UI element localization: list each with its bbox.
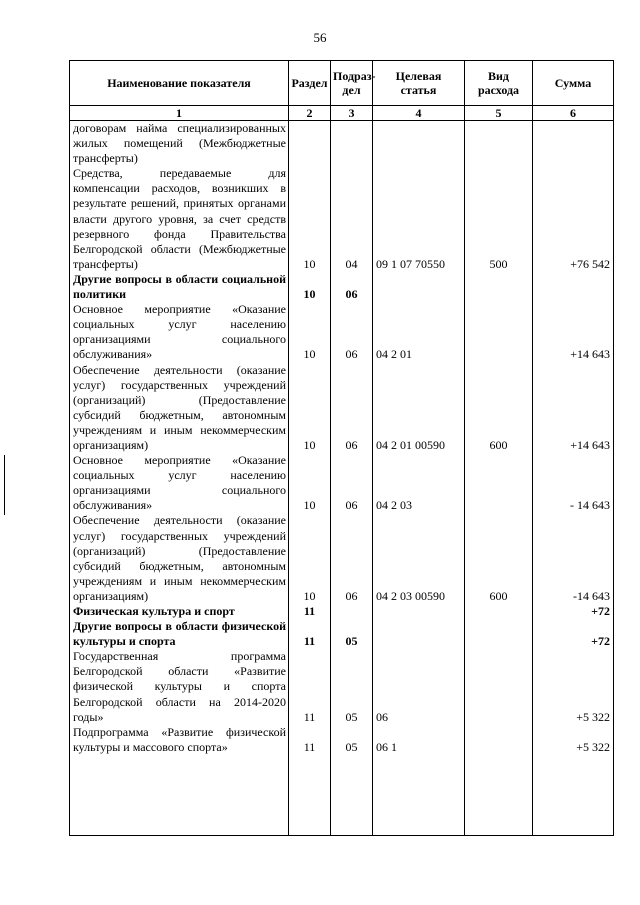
header-amount: Сумма (533, 61, 614, 106)
table-row (70, 166, 614, 272)
row-expense-type: 500 (465, 166, 533, 272)
row-target: 09 1 07 70550 (373, 166, 465, 272)
row-name: Обеспечение деятельности (оказание услуг) государственных учреждений (организаций) (Предоставление субсидий бюджетным, автономным учреждениям и иным некоммерческим организациям) (70, 513, 289, 604)
row-amount: - 14 643 (533, 453, 614, 513)
empty-cell (373, 755, 465, 836)
row-name: Государственная программа Белгородской области «Развитие физической культуры и спорта Белгородской области на 2014-2020 годы» (70, 649, 289, 724)
header-expense-type: Вид расхода (465, 61, 533, 106)
row-expense-type (465, 302, 533, 362)
row-subsection: 04 (331, 166, 373, 272)
row-expense-type (465, 272, 533, 302)
row-subsection (331, 604, 373, 619)
row-name: Другие вопросы в области физической культуры и спорта (70, 619, 289, 649)
row-expense-type (465, 649, 533, 724)
empty-cell (289, 755, 331, 836)
row-section: 11 (289, 649, 331, 724)
margin-mark (4, 455, 5, 515)
row-amount (533, 272, 614, 302)
table-row (70, 363, 614, 454)
header-target: Целевая статья (373, 61, 465, 106)
row-expense-type (465, 453, 533, 513)
row-amount: +5 322 (533, 725, 614, 755)
row-subsection: 06 (331, 363, 373, 454)
table-spacer-row (70, 755, 614, 836)
row-expense-type: 600 (465, 513, 533, 604)
row-expense-type: 600 (465, 363, 533, 454)
row-expense-type (465, 725, 533, 755)
header-row (70, 61, 614, 106)
row-subsection: 06 (331, 513, 373, 604)
row-target (373, 619, 465, 649)
row-target: 06 1 (373, 725, 465, 755)
page-number: 56 (313, 30, 327, 45)
row-name: Другие вопросы в области социальной политики (70, 272, 289, 302)
row-subsection: 05 (331, 725, 373, 755)
header-subsection: Подраз- дел (331, 61, 373, 106)
table-row (70, 649, 614, 724)
row-target: 04 2 03 00590 (373, 513, 465, 604)
row-name: договорам найма специализированных жилых помещений (Межбюджетные трансферты) (70, 121, 289, 167)
row-expense-type (465, 619, 533, 649)
row-amount: +14 643 (533, 363, 614, 454)
row-amount: +5 322 (533, 649, 614, 724)
table-row (70, 619, 614, 649)
row-section (289, 121, 331, 167)
row-amount: -14 643 (533, 513, 614, 604)
row-subsection: 06 (331, 453, 373, 513)
row-target: 04 2 03 (373, 453, 465, 513)
row-section: 11 (289, 619, 331, 649)
row-subsection: 06 (331, 272, 373, 302)
row-amount: +72 (533, 604, 614, 619)
column-number: 2 (289, 106, 331, 121)
row-target: 06 (373, 649, 465, 724)
row-target (373, 604, 465, 619)
column-number: 3 (331, 106, 373, 121)
row-amount: +76 542 (533, 166, 614, 272)
row-subsection (331, 121, 373, 167)
row-amount: +14 643 (533, 302, 614, 362)
column-number: 6 (533, 106, 614, 121)
empty-cell (331, 755, 373, 836)
row-section: 10 (289, 513, 331, 604)
row-amount (533, 121, 614, 167)
row-subsection: 05 (331, 619, 373, 649)
row-name: Основное мероприятие «Оказание социальных услуг населению организациями социального обслуживания» (70, 453, 289, 513)
row-section: 10 (289, 363, 331, 454)
row-target: 04 2 01 (373, 302, 465, 362)
table-row (70, 453, 614, 513)
row-section: 10 (289, 453, 331, 513)
empty-cell (70, 755, 289, 836)
table-row (70, 604, 614, 619)
row-target (373, 121, 465, 167)
column-number: 4 (373, 106, 465, 121)
column-number: 5 (465, 106, 533, 121)
row-subsection: 06 (331, 302, 373, 362)
row-section: 10 (289, 302, 331, 362)
row-name: Обеспечение деятельности (оказание услуг) государственных учреждений (организаций) (Предоставление субсидий бюджетным, автономным учреждениям и иным некоммерческим организациям) (70, 363, 289, 454)
row-section: 11 (289, 604, 331, 619)
empty-cell (465, 755, 533, 836)
table-row (70, 513, 614, 604)
row-amount: +72 (533, 619, 614, 649)
header-name: Наименование показателя (70, 61, 289, 106)
table-row (70, 725, 614, 755)
row-expense-type (465, 121, 533, 167)
row-name: Средства, передаваемые для компенсации расходов, возникших в результате решений, принятых органами власти другого уровня, за счет средств резервного фонда Правительства Белгородской области (Межбюджетные трансферты) (70, 166, 289, 272)
table-row (70, 121, 614, 167)
header-section: Раздел (289, 61, 331, 106)
row-section: 10 (289, 272, 331, 302)
row-target (373, 272, 465, 302)
empty-cell (533, 755, 614, 836)
row-name: Подпрограмма «Развитие физической культуры и массового спорта» (70, 725, 289, 755)
budget-table (69, 60, 614, 836)
column-number: 1 (70, 106, 289, 121)
table-row (70, 272, 614, 302)
row-section: 11 (289, 725, 331, 755)
row-name: Физическая культура и спорт (70, 604, 289, 619)
row-name: Основное мероприятие «Оказание социальных услуг населению организациями социального обслуживания» (70, 302, 289, 362)
row-subsection: 05 (331, 649, 373, 724)
row-expense-type (465, 604, 533, 619)
row-target: 04 2 01 00590 (373, 363, 465, 454)
row-section: 10 (289, 166, 331, 272)
table-row (70, 302, 614, 362)
column-number-row (70, 106, 614, 121)
